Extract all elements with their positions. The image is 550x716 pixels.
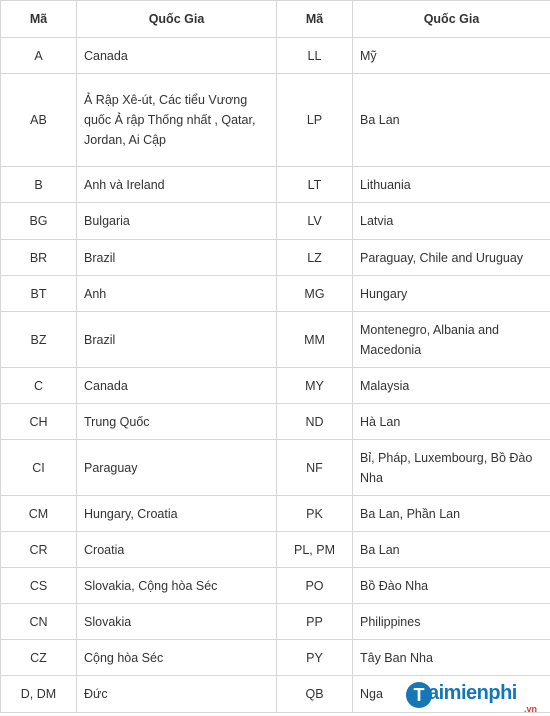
code-cell: LV bbox=[277, 203, 353, 240]
country-cell: Bỉ, Pháp, Luxembourg, Bồ Đào Nha bbox=[353, 440, 550, 496]
country-cell: Canada bbox=[77, 38, 277, 74]
code-cell: B bbox=[1, 167, 77, 203]
country-cell: Slovakia bbox=[77, 604, 277, 640]
code-cell: PK bbox=[277, 496, 353, 532]
country-cell: Cộng hòa Séc bbox=[77, 640, 277, 676]
country-cell: Philippines bbox=[353, 604, 550, 640]
country-cell: Ba Lan bbox=[353, 74, 550, 167]
code-cell: PO bbox=[277, 568, 353, 604]
watermark-text: aimienphi bbox=[428, 682, 517, 704]
code-cell: BZ bbox=[1, 312, 77, 368]
code-cell: D, DM bbox=[1, 676, 77, 713]
code-cell: CR bbox=[1, 532, 77, 568]
code-cell: LT bbox=[277, 167, 353, 203]
code-cell: BG bbox=[1, 203, 77, 240]
table-row bbox=[1, 167, 550, 203]
code-cell: MM bbox=[277, 312, 353, 368]
country-cell: Bulgaria bbox=[77, 203, 277, 240]
country-cell: Montenegro, Albania and Macedonia bbox=[353, 312, 550, 368]
header-code-2: Mã bbox=[277, 1, 353, 38]
code-cell: QB bbox=[277, 676, 353, 713]
country-cell: Paraguay bbox=[77, 440, 277, 496]
table-row bbox=[1, 404, 550, 440]
country-cell: Malaysia bbox=[353, 368, 550, 404]
code-cell: LP bbox=[277, 74, 353, 167]
code-cell: PP bbox=[277, 604, 353, 640]
country-cell: Ba Lan, Phần Lan bbox=[353, 496, 550, 532]
code-cell: PL, PM bbox=[277, 532, 353, 568]
country-cell: Mỹ bbox=[353, 38, 550, 74]
country-cell: Slovakia, Cộng hòa Séc bbox=[77, 568, 277, 604]
table-row bbox=[1, 440, 550, 496]
header-country-2: Quốc Gia bbox=[353, 1, 550, 38]
table-row bbox=[1, 532, 550, 568]
table-header-row bbox=[1, 1, 550, 38]
country-cell: Hungary bbox=[353, 276, 550, 312]
country-cell: Nga bbox=[353, 676, 550, 713]
code-cell: ND bbox=[277, 404, 353, 440]
header-country-1: Quốc Gia bbox=[77, 1, 277, 38]
country-cell: Trung Quốc bbox=[77, 404, 277, 440]
code-cell: CM bbox=[1, 496, 77, 532]
taimienphi-logo-icon: T bbox=[406, 682, 432, 708]
code-cell: NF bbox=[277, 440, 353, 496]
country-cell: Hà Lan bbox=[353, 404, 550, 440]
country-cell: Bồ Đào Nha bbox=[353, 568, 550, 604]
table-row bbox=[1, 276, 550, 312]
country-cell: Anh và Ireland bbox=[77, 167, 277, 203]
header-code-1: Mã bbox=[1, 1, 77, 38]
code-cell: LL bbox=[277, 38, 353, 74]
country-cell: Paraguay, Chile and Uruguay bbox=[353, 240, 550, 276]
code-cell: CH bbox=[1, 404, 77, 440]
table-row bbox=[1, 640, 550, 676]
table-row bbox=[1, 568, 550, 604]
code-cell: CZ bbox=[1, 640, 77, 676]
code-cell: CN bbox=[1, 604, 77, 640]
country-cell: Latvia bbox=[353, 203, 550, 240]
code-cell: MG bbox=[277, 276, 353, 312]
code-cell: LZ bbox=[277, 240, 353, 276]
code-cell: CS bbox=[1, 568, 77, 604]
country-cell: Ba Lan bbox=[353, 532, 550, 568]
country-cell: Hungary, Croatia bbox=[77, 496, 277, 532]
table-row bbox=[1, 368, 550, 404]
table-row bbox=[1, 496, 550, 532]
country-cell: Lithuania bbox=[353, 167, 550, 203]
country-cell: Croatia bbox=[77, 532, 277, 568]
table-row bbox=[1, 74, 550, 167]
code-cell: BT bbox=[1, 276, 77, 312]
table-row bbox=[1, 312, 550, 368]
country-cell: Tây Ban Nha bbox=[353, 640, 550, 676]
country-cell: Ả Rập Xê-út, Các tiểu Vương quốc Ả rập Thống nhất , Qatar, Jordan, Ai Cập bbox=[77, 74, 277, 167]
code-cell: BR bbox=[1, 240, 77, 276]
country-cell: Brazil bbox=[77, 312, 277, 368]
code-cell: PY bbox=[277, 640, 353, 676]
watermark-suffix: .vn bbox=[524, 704, 538, 714]
code-cell: AB bbox=[1, 74, 77, 167]
table-row bbox=[1, 240, 550, 276]
code-cell: A bbox=[1, 38, 77, 74]
country-cell: Anh bbox=[77, 276, 277, 312]
watermark bbox=[406, 680, 546, 714]
country-cell: Canada bbox=[77, 368, 277, 404]
table-row bbox=[1, 38, 550, 74]
country-cell: Brazil bbox=[77, 240, 277, 276]
country-cell: Đức bbox=[77, 676, 277, 713]
code-cell: C bbox=[1, 368, 77, 404]
table-row bbox=[1, 604, 550, 640]
table-row bbox=[1, 203, 550, 240]
code-cell: CI bbox=[1, 440, 77, 496]
code-cell: MY bbox=[277, 368, 353, 404]
